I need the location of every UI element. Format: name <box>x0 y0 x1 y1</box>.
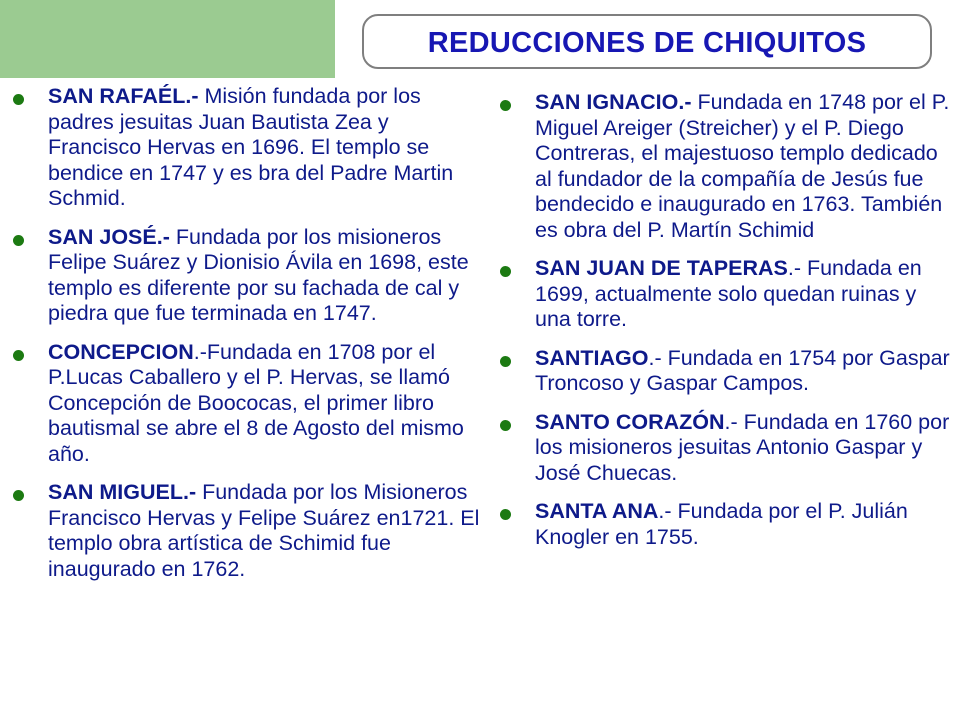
mission-name: SAN IGNACIO.- <box>535 90 692 114</box>
bullet-icon <box>500 509 511 520</box>
list-item <box>10 225 480 327</box>
left-mission-list <box>10 84 480 595</box>
list-item <box>497 410 955 487</box>
mission-description: Fundada por los misioneros Felipe Suárez y Dionisio Ávila en 1698, este templo es diferente por su fachada de cal y piedra que fue terminada en 1747. <box>48 224 469 325</box>
mission-description: .- Fundada en 1760 por los misioneros jesuitas Antonio Gaspar y José Chuecas. <box>535 409 950 485</box>
title-box <box>362 14 932 69</box>
mission-name: SAN JOSÉ.- <box>48 224 170 249</box>
mission-name: SANTO CORAZÓN <box>535 409 725 434</box>
list-item <box>10 340 480 468</box>
mission-description: Misión fundada por los padres jesuitas Juan Bautista Zea y Francisco Hervas en 1696. El templo se bendice en 1747 y es bra del Padre Martin Schmid. <box>48 84 454 210</box>
bullet-icon <box>500 100 511 111</box>
mission-name: SAN RAFAÉL.- <box>48 84 199 108</box>
mission-description: .-Fundada en 1708 por el P.Lucas Caballero y el P. Hervas, se llamó Concepción de Boococas, el primer libro bautismal se abre el 8 de Agosto del mismo año. <box>48 339 464 466</box>
right-mission-list <box>497 90 955 563</box>
list-item <box>497 90 955 243</box>
mission-description: .- Fundada por el P. Julián Knogler en 1755. <box>535 499 908 549</box>
bullet-icon <box>500 356 511 367</box>
bullet-icon <box>13 350 24 361</box>
mission-name: SAN MIGUEL.- <box>48 480 197 504</box>
mission-name: SANTIAGO <box>535 345 649 370</box>
mission-description: .- Fundada en 1754 por Gaspar Troncoso y Gaspar Campos. <box>535 345 950 395</box>
mission-description: Fundada por los Misioneros Francisco Hervas y Felipe Suárez en1721. El templo obra artística de Schimid fue inaugurado en 1762. <box>48 480 480 581</box>
list-item <box>497 499 955 550</box>
bullet-icon <box>13 235 24 246</box>
list-item <box>10 84 480 212</box>
list-item <box>10 480 480 582</box>
list-item <box>497 346 955 397</box>
decorative-green-block <box>0 0 335 78</box>
bullet-icon <box>500 420 511 431</box>
list-item <box>497 256 955 333</box>
bullet-icon <box>13 94 24 105</box>
bullet-icon <box>500 266 511 277</box>
mission-name: SAN JUAN DE TAPERAS <box>535 256 788 280</box>
bullet-icon <box>13 490 24 501</box>
slide-title: REDUCCIONES DE CHIQUITOS <box>427 27 867 59</box>
mission-description: Fundada en 1748 por el P. Miguel Areiger (Streicher) y el P. Diego Contreras, el majestuoso templo dedicado al fundador de la compañía de Jesús fue bendecido e inaugurado en 1763. También es obra del P. Martín Schimid <box>535 90 950 242</box>
mission-name: SANTA ANA <box>535 499 659 523</box>
mission-description: .- Fundada en 1699, actualmente solo quedan ruinas y una torre. <box>535 256 922 331</box>
mission-name: CONCEPCION <box>48 339 194 364</box>
